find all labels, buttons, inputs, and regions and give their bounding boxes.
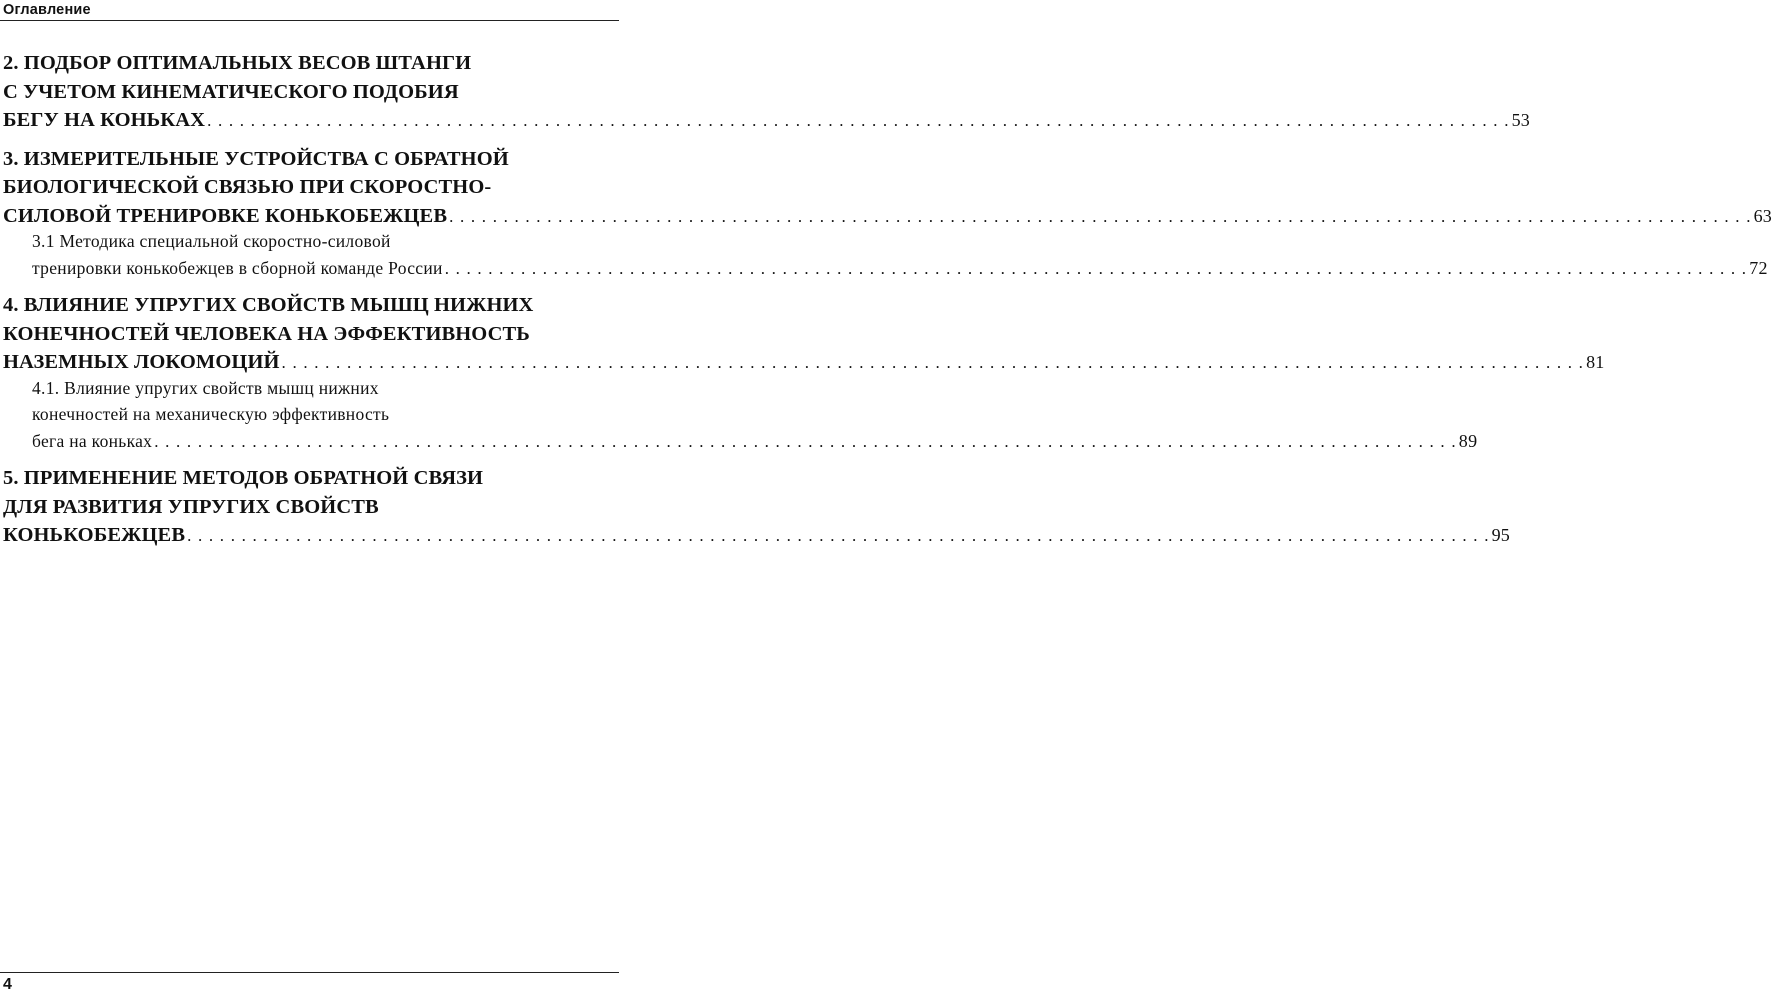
page-header-title: Оглавление (3, 2, 91, 18)
toc-entry-line (0, 493, 619, 522)
toc-subentry-text: 3.1 Методика специальной скоростно-силовой (32, 231, 391, 251)
toc-subentry-line (0, 428, 1478, 455)
toc-entry-text: КОНЕЧНОСТЕЙ ЧЕЛОВЕКА НА ЭФФЕКТИВНОСТЬ (3, 322, 530, 345)
toc-entry[interactable] (0, 291, 1605, 454)
table-of-contents (0, 49, 1772, 560)
toc-entry-line (0, 106, 1530, 135)
footer-divider (0, 972, 619, 973)
toc-entry-line (0, 348, 1605, 377)
toc-subentry-text: бега на коньках (32, 430, 153, 451)
toc-page-number: 63 (1753, 205, 1772, 226)
toc-entry[interactable] (0, 145, 1772, 282)
toc-entry-text: С УЧЕТОМ КИНЕМАТИЧЕСКОГО ПОДОБИЯ (3, 80, 459, 103)
toc-page-number: 89 (1458, 430, 1478, 451)
toc-subentry-line (0, 228, 619, 255)
toc-entry-line (0, 521, 1510, 550)
header-divider (0, 20, 619, 21)
toc-entry-line (0, 202, 1772, 231)
toc-entry-line (0, 145, 619, 174)
toc-entry-text: КОНЬКОБЕЖЦЕВ (3, 524, 186, 546)
dot-leader: . . . . . . . . . . . . . . . . . . . . . . . . . . . . . . . . . . . . . . . . . . . . . . . . . . . . . . . . . . . . . . . . . . . . . . . . . . . . . . . . . . . . . . . . . . . . . . . . . . . . . . . . . . . . . . . . . . . . . . . . (449, 206, 1752, 226)
toc-entry[interactable] (0, 464, 1510, 550)
toc-page-number: 53 (1511, 110, 1530, 130)
toc-entry-text: БЕГУ НА КОНЬКАХ (3, 109, 206, 131)
dot-leader: . . . . . . . . . . . . . . . . . . . . . . . . . . . . . . . . . . . . . . . . . . . . . . . . . . . . . . . . . . . . . . . . . . . . . . . . . . . . . . . . . . . . . . . . . . . . . . . . . . . . . . . . . . . . . . . . . . . . . . . . (154, 431, 1457, 451)
toc-entry-text: 2. ПОДБОР ОПТИМАЛЬНЫХ ВЕСОВ ШТАНГИ (3, 52, 472, 74)
toc-subentry-line (0, 375, 619, 402)
toc-entry-text: СИЛОВОЙ ТРЕНИРОВКЕ КОНЬКОБЕЖЦЕВ (3, 204, 448, 227)
toc-entry-line (0, 464, 619, 493)
toc-entry-line (0, 49, 619, 78)
dot-leader: . . . . . . . . . . . . . . . . . . . . . . . . . . . . . . . . . . . . . . . . . . . . . . . . . . . . . . . . . . . . . . . . . . . . . . . . . . . . . . . . . . . . . . . . . . . . . . . . . . . . . . . . . . . . . . . . . . . . . . . . (187, 526, 1490, 545)
dot-leader: . . . . . . . . . . . . . . . . . . . . . . . . . . . . . . . . . . . . . . . . . . . . . . . . . . . . . . . . . . . . . . . . . . . . . . . . . . . . . . . . . . . . . . . . . . . . . . . . . . . . . . . . . . . . . . . . . . . . . . . . (281, 353, 1585, 372)
toc-subentry[interactable] (0, 375, 1478, 455)
toc-subentry[interactable] (0, 228, 1768, 281)
page-footer (0, 972, 619, 1000)
toc-entry-line (0, 291, 619, 320)
toc-page-number: 95 (1491, 525, 1510, 545)
toc-subentry-text: тренировки конькобежцев в сборной команде России (32, 257, 443, 278)
toc-subentry-text: 4.1. Влияние упругих свойств мышц нижних (32, 377, 379, 398)
page-header (0, 0, 619, 22)
page-number: 4 (3, 976, 12, 993)
toc-entry[interactable] (0, 49, 1530, 135)
toc-entry-text: НАЗЕМНЫХ ЛОКОМОЦИЙ (3, 351, 280, 373)
toc-entry-text: 3. ИЗМЕРИТЕЛЬНЫЕ УСТРОЙСТВА С ОБРАТНОЙ (3, 147, 509, 170)
toc-subentry-text: конечностей на механическую эффективность (32, 404, 390, 424)
toc-entry-text: 5. ПРИМЕНЕНИЕ МЕТОДОВ ОБРАТНОЙ СВЯЗИ (3, 467, 484, 489)
toc-page-number: 81 (1586, 352, 1605, 372)
toc-subentry-line (0, 255, 1768, 282)
toc-entry-text: 4. ВЛИЯНИЕ УПРУГИХ СВОЙСТВ МЫШЦ НИЖНИХ (3, 294, 534, 316)
toc-entry-line (0, 78, 619, 107)
toc-page-number: 72 (1749, 257, 1768, 278)
toc-subentry-line (0, 401, 619, 428)
toc-entry-line (0, 320, 619, 349)
toc-entry-line (0, 173, 619, 202)
dot-leader: . . . . . . . . . . . . . . . . . . . . . . . . . . . . . . . . . . . . . . . . . . . . . . . . . . . . . . . . . . . . . . . . . . . . . . . . . . . . . . . . . . . . . . . . . . . . . . . . . . . . . . . . . . . . . . . . . . . . . . . . (207, 111, 1510, 130)
toc-entry-text: БИОЛОГИЧЕСКОЙ СВЯЗЬЮ ПРИ СКОРОСТНО- (3, 176, 492, 198)
toc-entry-text: ДЛЯ РАЗВИТИЯ УПРУГИХ СВОЙСТВ (3, 495, 379, 518)
dot-leader: . . . . . . . . . . . . . . . . . . . . . . . . . . . . . . . . . . . . . . . . . . . . . . . . . . . . . . . . . . . . . . . . . . . . . . . . . . . . . . . . . . . . . . . . . . . . . . . . . . . . . . . . . . . . . . . . . . . . . . . . (444, 258, 1748, 278)
